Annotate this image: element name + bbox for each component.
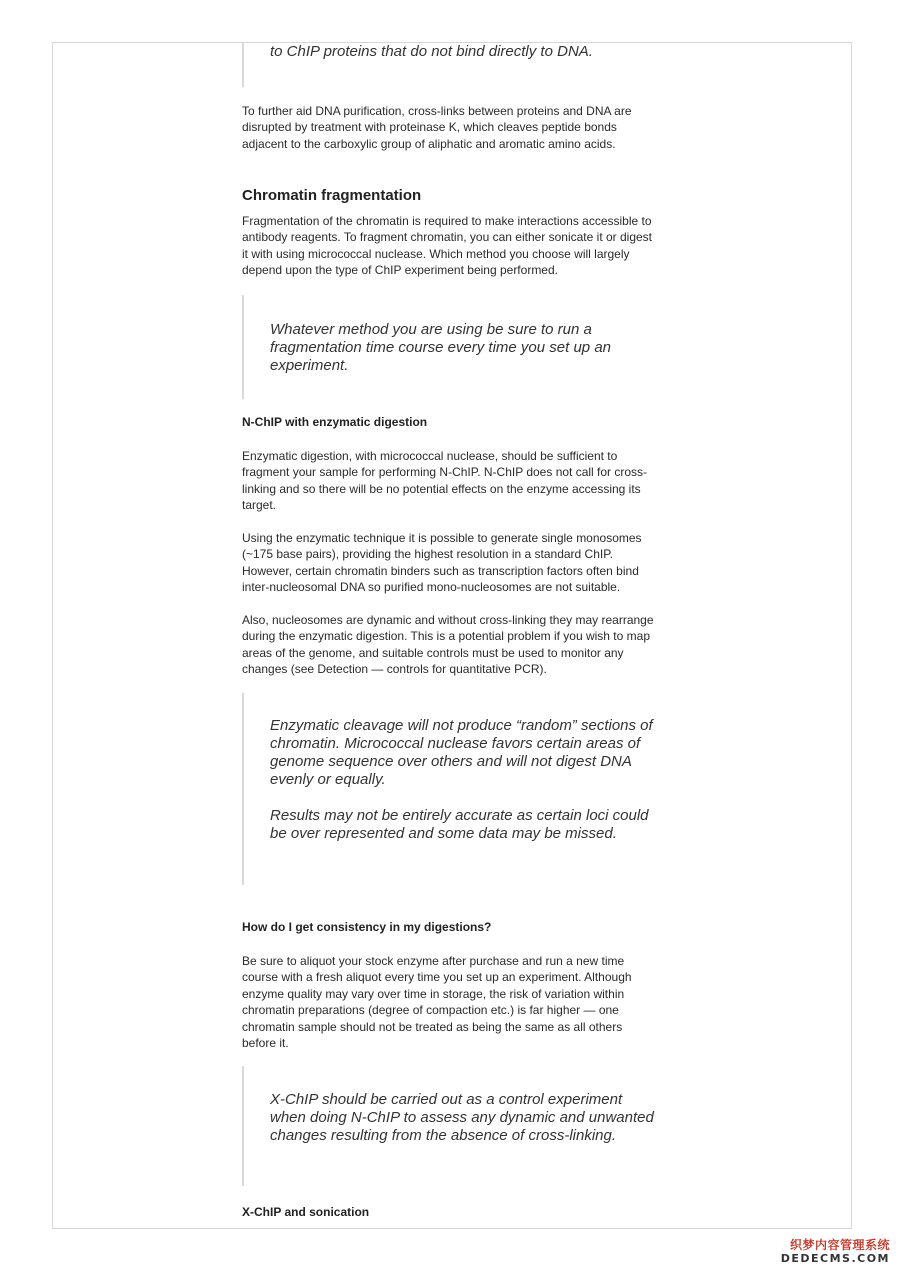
quote-cleavage-block: [242, 693, 658, 885]
watermark-line-2: DEDECMS.COM: [780, 1252, 890, 1265]
heading-nchip-enzymatic: N-ChIP with enzymatic digestion: [242, 415, 428, 429]
paragraph-proteinase: To further aid DNA purification, cross-links between proteins and DNA are disrupted by treatment with proteinase K, which cleaves peptide bonds adjacent to the carboxylic group of aliphatic and aromatic amino acids.: [242, 104, 632, 151]
document-page: [52, 42, 852, 1229]
quote-cleavage-text-2: Results may not be entirely accurate as certain loci could be over represented and some data may be missed.: [270, 807, 649, 842]
paragraph-nchip-1: Enzymatic digestion, with micrococcal nuclease, should be sufficient to fragment your sample for performing N-ChIP. N-ChIP does not call for cross-linking and so there will be no potential effects on the enzyme accessing its target.: [242, 449, 648, 513]
watermark-line-1: 织梦内容管理系统: [789, 1238, 890, 1252]
quote-xchip-text: X-ChIP should be carried out as a control experiment when doing N-ChIP to assess any dynamic and unwanted changes resulting from the absence of cross-linking.: [270, 1091, 654, 1144]
quote-timecourse-block: [242, 295, 658, 399]
paragraph-nchip-3: Also, nucleosomes are dynamic and without cross-linking they may rearrange during the enzymatic digestion. This is a potential problem if you wish to map areas of the genome, and suitable controls must be used to monitor any changes (see Detection — controls for quantitative PCR).: [242, 613, 654, 677]
top-quote-block: [242, 42, 658, 87]
site-watermark: [781, 1238, 890, 1266]
paragraph-fragmentation: Fragmentation of the chromatin is required to make interactions accessible to antibody reagents. To fragment chromatin, you can either sonicate it or digest it with using micrococcal nuclease. Which method you choose will largely depend upon the type of ChIP experiment being performed.: [242, 214, 653, 278]
heading-xchip-sonication: X-ChIP and sonication: [242, 1205, 370, 1219]
paragraph-consistency: Be sure to aliquot your stock enzyme after purchase and run a new time course with a fresh aliquot every time you set up an experiment. Although enzyme quality may vary over time in storage, the risk of variation within chromatin preparations (degree of compaction etc.) is far higher — one chromatin sample should not be treated as being the same as all others before it.: [242, 954, 632, 1051]
top-quote-text: to ChIP proteins that do not bind directly to DNA.: [270, 43, 593, 60]
paragraph-nchip-2: Using the enzymatic technique it is possible to generate single monosomes (~175 base pairs), providing the highest resolution in a standard ChIP. However, certain chromatin binders such as transcription factors often bind inter-nucleosomal DNA so purified mono-nucleosomes are not suitable.: [242, 531, 642, 595]
quote-cleavage-text-1: Enzymatic cleavage will not produce “random” sections of chromatin. Micrococcal nuclease favors certain areas of genome sequence over others and will not digest DNA evenly or equally.: [270, 717, 653, 788]
quote-xchip-block: [242, 1066, 658, 1186]
quote-timecourse-text: Whatever method you are using be sure to run a fragmentation time course every time you set up an experiment.: [270, 321, 612, 374]
heading-consistency: How do I get consistency in my digestions?: [242, 920, 492, 934]
heading-chromatin-fragmentation: Chromatin fragmentation: [242, 187, 422, 204]
